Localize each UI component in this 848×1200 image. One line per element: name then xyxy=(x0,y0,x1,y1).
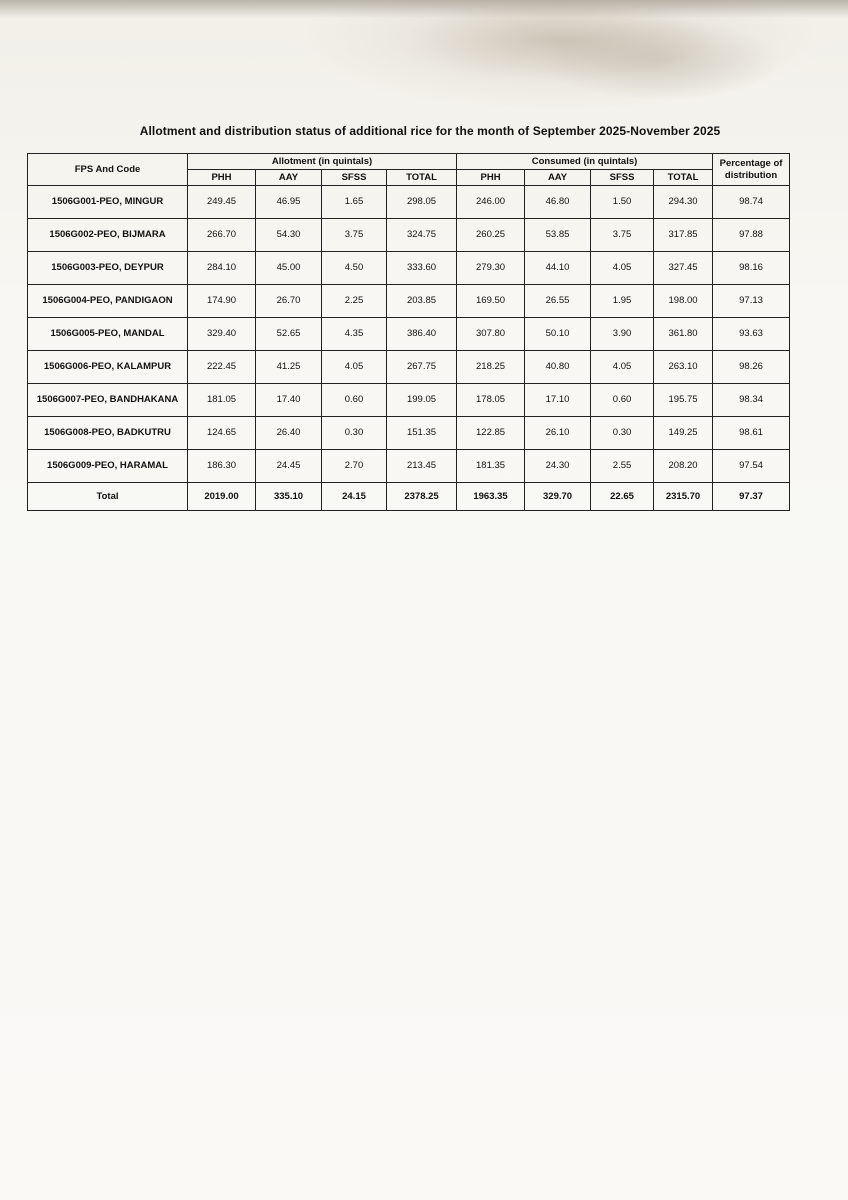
cell-percentage: 98.74 xyxy=(713,186,790,219)
table-row xyxy=(28,186,790,219)
cell-consumed-aay: 26.55 xyxy=(525,285,591,318)
header-consumed-phh: PHH xyxy=(457,170,525,186)
cell-allotment-total: 333.60 xyxy=(387,252,457,285)
cell-allotment-phh: 186.30 xyxy=(188,450,256,483)
cell-total-consumed-total: 2315.70 xyxy=(654,483,713,511)
cell-allotment-sfss: 2.70 xyxy=(322,450,387,483)
table-row xyxy=(28,219,790,252)
cell-allotment-phh: 222.45 xyxy=(188,351,256,384)
cell-fps: 1506G008-PEO, BADKUTRU xyxy=(28,417,188,450)
cell-consumed-aay: 40.80 xyxy=(525,351,591,384)
cell-consumed-sfss: 4.05 xyxy=(591,351,654,384)
cell-consumed-phh: 260.25 xyxy=(457,219,525,252)
table-row xyxy=(28,351,790,384)
cell-allotment-sfss: 2.25 xyxy=(322,285,387,318)
cell-allotment-aay: 54.30 xyxy=(256,219,322,252)
cell-consumed-sfss: 1.95 xyxy=(591,285,654,318)
cell-allotment-aay: 45.00 xyxy=(256,252,322,285)
cell-consumed-sfss: 3.75 xyxy=(591,219,654,252)
cell-allotment-aay: 17.40 xyxy=(256,384,322,417)
cell-total-label: Total xyxy=(28,483,188,511)
cell-allotment-sfss: 1.65 xyxy=(322,186,387,219)
table-row xyxy=(28,252,790,285)
table-row xyxy=(28,384,790,417)
cell-consumed-total: 327.45 xyxy=(654,252,713,285)
cell-consumed-phh: 279.30 xyxy=(457,252,525,285)
header-consumed: Consumed (in quintals) xyxy=(457,154,713,170)
cell-percentage: 97.88 xyxy=(713,219,790,252)
cell-consumed-sfss: 4.05 xyxy=(591,252,654,285)
cell-allotment-phh: 124.65 xyxy=(188,417,256,450)
cell-percentage: 97.54 xyxy=(713,450,790,483)
cell-consumed-aay: 44.10 xyxy=(525,252,591,285)
cell-consumed-sfss: 3.90 xyxy=(591,318,654,351)
cell-allotment-sfss: 0.60 xyxy=(322,384,387,417)
cell-allotment-phh: 266.70 xyxy=(188,219,256,252)
cell-percentage: 93.63 xyxy=(713,318,790,351)
header-allotment: Allotment (in quintals) xyxy=(188,154,457,170)
header-allotment-aay: AAY xyxy=(256,170,322,186)
cell-consumed-total: 195.75 xyxy=(654,384,713,417)
cell-fps: 1506G009-PEO, HARAMAL xyxy=(28,450,188,483)
cell-consumed-aay: 26.10 xyxy=(525,417,591,450)
cell-consumed-phh: 178.05 xyxy=(457,384,525,417)
header-consumed-total: TOTAL xyxy=(654,170,713,186)
table-row xyxy=(28,450,790,483)
cell-consumed-total: 198.00 xyxy=(654,285,713,318)
header-consumed-aay: AAY xyxy=(525,170,591,186)
header-fps: FPS And Code xyxy=(28,154,188,186)
cell-allotment-sfss: 4.05 xyxy=(322,351,387,384)
cell-consumed-sfss: 0.30 xyxy=(591,417,654,450)
cell-fps: 1506G003-PEO, DEYPUR xyxy=(28,252,188,285)
cell-consumed-phh: 246.00 xyxy=(457,186,525,219)
cell-total-allotment-total: 2378.25 xyxy=(387,483,457,511)
cell-total-allotment-phh: 2019.00 xyxy=(188,483,256,511)
cell-consumed-phh: 181.35 xyxy=(457,450,525,483)
cell-percentage: 98.61 xyxy=(713,417,790,450)
cell-allotment-sfss: 3.75 xyxy=(322,219,387,252)
cell-allotment-sfss: 4.35 xyxy=(322,318,387,351)
cell-allotment-total: 151.35 xyxy=(387,417,457,450)
cell-allotment-total: 213.45 xyxy=(387,450,457,483)
cell-total-allotment-aay: 335.10 xyxy=(256,483,322,511)
distribution-table xyxy=(27,153,790,511)
cell-percentage: 98.26 xyxy=(713,351,790,384)
cell-consumed-total: 208.20 xyxy=(654,450,713,483)
cell-allotment-phh: 249.45 xyxy=(188,186,256,219)
cell-allotment-aay: 24.45 xyxy=(256,450,322,483)
cell-consumed-phh: 307.80 xyxy=(457,318,525,351)
cell-percentage: 97.13 xyxy=(713,285,790,318)
cell-allotment-sfss: 4.50 xyxy=(322,252,387,285)
cell-allotment-phh: 284.10 xyxy=(188,252,256,285)
cell-allotment-phh: 329.40 xyxy=(188,318,256,351)
cell-total-consumed-aay: 329.70 xyxy=(525,483,591,511)
cell-fps: 1506G007-PEO, BANDHAKANA xyxy=(28,384,188,417)
cell-allotment-aay: 26.70 xyxy=(256,285,322,318)
cell-total-allotment-sfss: 24.15 xyxy=(322,483,387,511)
cell-total-percentage: 97.37 xyxy=(713,483,790,511)
cell-percentage: 98.34 xyxy=(713,384,790,417)
cell-consumed-phh: 218.25 xyxy=(457,351,525,384)
cell-fps: 1506G006-PEO, KALAMPUR xyxy=(28,351,188,384)
cell-consumed-sfss: 1.50 xyxy=(591,186,654,219)
cell-allotment-total: 298.05 xyxy=(387,186,457,219)
cell-fps: 1506G004-PEO, PANDIGAON xyxy=(28,285,188,318)
table-row xyxy=(28,318,790,351)
cell-consumed-aay: 17.10 xyxy=(525,384,591,417)
cell-fps: 1506G001-PEO, MINGUR xyxy=(28,186,188,219)
cell-consumed-phh: 122.85 xyxy=(457,417,525,450)
header-allotment-sfss: SFSS xyxy=(322,170,387,186)
cell-allotment-phh: 174.90 xyxy=(188,285,256,318)
cell-consumed-aay: 46.80 xyxy=(525,186,591,219)
cell-allotment-sfss: 0.30 xyxy=(322,417,387,450)
cell-consumed-phh: 169.50 xyxy=(457,285,525,318)
cell-allotment-total: 267.75 xyxy=(387,351,457,384)
header-allotment-total: TOTAL xyxy=(387,170,457,186)
cell-allotment-aay: 26.40 xyxy=(256,417,322,450)
cell-consumed-total: 317.85 xyxy=(654,219,713,252)
table-row xyxy=(28,285,790,318)
cell-consumed-sfss: 2.55 xyxy=(591,450,654,483)
cell-total-consumed-sfss: 22.65 xyxy=(591,483,654,511)
cell-consumed-total: 294.30 xyxy=(654,186,713,219)
cell-allotment-total: 324.75 xyxy=(387,219,457,252)
cell-consumed-aay: 53.85 xyxy=(525,219,591,252)
cell-percentage: 98.16 xyxy=(713,252,790,285)
cell-fps: 1506G005-PEO, MANDAL xyxy=(28,318,188,351)
cell-allotment-aay: 52.65 xyxy=(256,318,322,351)
table-row xyxy=(28,417,790,450)
cell-allotment-total: 199.05 xyxy=(387,384,457,417)
document-title: Allotment and distribution status of additional rice for the month of September 2025-November 2025 xyxy=(139,124,721,138)
header-allotment-phh: PHH xyxy=(188,170,256,186)
cell-allotment-total: 203.85 xyxy=(387,285,457,318)
cell-consumed-aay: 50.10 xyxy=(525,318,591,351)
cell-consumed-aay: 24.30 xyxy=(525,450,591,483)
header-percentage: Percentage of distribution xyxy=(713,154,790,186)
cell-total-consumed-phh: 1963.35 xyxy=(457,483,525,511)
cell-consumed-total: 263.10 xyxy=(654,351,713,384)
header-consumed-sfss: SFSS xyxy=(591,170,654,186)
cell-allotment-total: 386.40 xyxy=(387,318,457,351)
total-row xyxy=(28,483,790,511)
cell-consumed-sfss: 0.60 xyxy=(591,384,654,417)
cell-allotment-aay: 41.25 xyxy=(256,351,322,384)
cell-consumed-total: 361.80 xyxy=(654,318,713,351)
cell-fps: 1506G002-PEO, BIJMARA xyxy=(28,219,188,252)
header-row-group xyxy=(28,154,790,170)
page-edge-shadow xyxy=(0,0,848,18)
cell-allotment-phh: 181.05 xyxy=(188,384,256,417)
cell-allotment-aay: 46.95 xyxy=(256,186,322,219)
cell-consumed-total: 149.25 xyxy=(654,417,713,450)
